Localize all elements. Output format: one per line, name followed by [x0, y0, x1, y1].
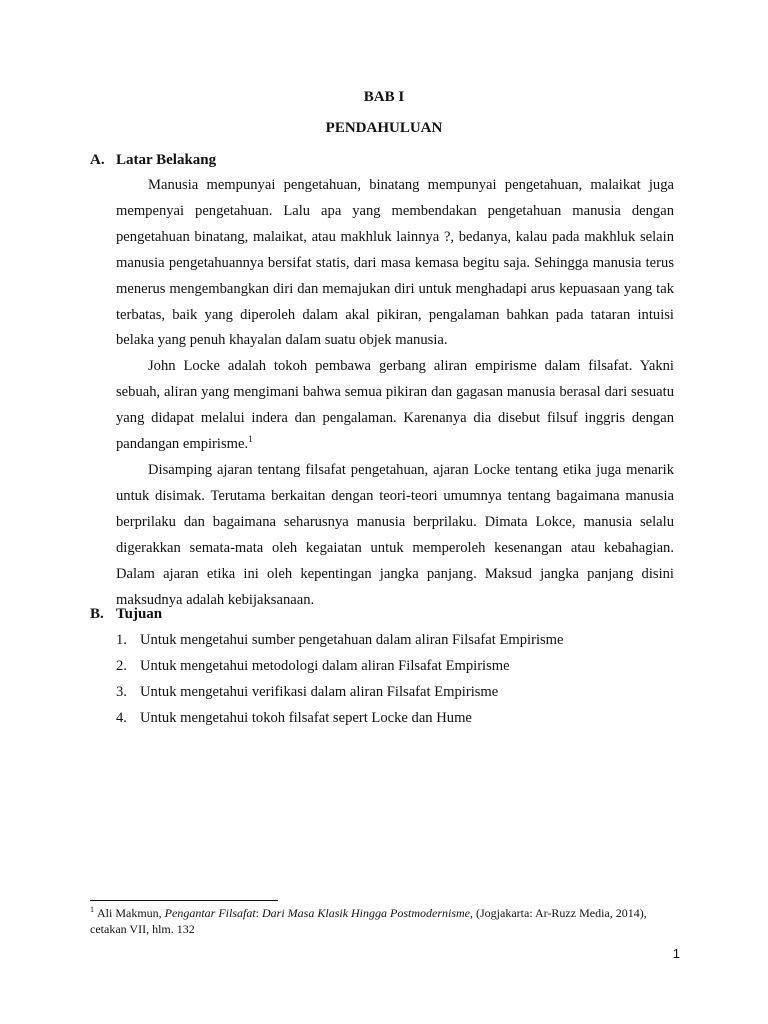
section-a-heading [90, 151, 216, 169]
footnote-publication: , (Jogjakarta: Ar-Ruzz Media, 2014), cetakan VII, hlm. 132 [90, 906, 647, 936]
list-item-text: Untuk mengetahui verifikasi dalam aliran Filsafat Empirisme [140, 684, 499, 700]
list-item [116, 705, 676, 731]
list-item-number: 2. [116, 658, 127, 674]
paragraph-3 [116, 458, 674, 613]
paragraph-1-text: Manusia mempunyai pengetahuan, binatang mempunyai pengetahuan, malaikat juga mempenyai pengetahuan. Lalu apa yang membendakan pengetahuan manusia dengan pengetahuan binatang, malaikat, atau makhluk lainnya ?, bedanya, kalau pada makhluk selain manusia pengetahuannya bersifat statis, dari masa kemasa begitu saja. Sehingga manusia terus menerus mengembangkan diri dan memajukan diri untuk menghadapi arus kepuasaan yang tak terbatas, baik yang diperoleh dalam akal pikiran, pengalaman bahkan pada tataran intuisi belaka yang penuh khayalan dalam suatu objek manusia. [116, 177, 674, 349]
paragraph-3-text: Disamping ajaran tentang filsafat pengetahuan, ajaran Locke tentang etika juga menarik untuk disimak. Terutama berkaitan dengan teori-teori umumnya tentang bagaimana manusia berprilaku dan bagaimana seharusnya manusia berprilaku. Dimata Lokce, manusia selalu digerakkan semata-mata oleh kegaiatan untuk memperoleh kesenangan atau kebahagian. Dalam ajaran etika ini oleh kepentingan jangka panjang. Maksud jangka panjang disini maksudnya adalah kebijaksanaan. [116, 462, 674, 608]
page-number: 1 [672, 946, 680, 961]
list-item [116, 679, 676, 705]
footnote-divider [90, 900, 278, 901]
list-item [116, 653, 676, 679]
footnote-reference[interactable]: 1 [248, 433, 253, 444]
list-item-number: 4. [116, 710, 127, 726]
section-a-letter: A. [90, 152, 105, 168]
objectives-list [116, 627, 676, 731]
section-b-title: Tujuan [116, 606, 163, 622]
list-item-text: Untuk mengetahui metodologi dalam aliran Filsafat Empirisme [140, 658, 510, 674]
footnote-colon: : [255, 906, 263, 920]
footnote [90, 905, 680, 937]
list-item-number: 3. [116, 684, 127, 700]
paragraph-2-text: John Locke adalah tokoh pembawa gerbang aliran empirisme dalam filsafat. Yakni sebuah, aliran yang mengimani bahwa semua pikiran dan gagasan manusia berasal dari sesuatu yang didapat melalui indera dan pengalaman. Karenanya dia disebut filsuf inggris dengan pandangan empirisme. [116, 358, 674, 452]
paragraph-2-container [116, 354, 674, 458]
section-a-title: Latar Belakang [116, 152, 217, 168]
footnote-author: Ali Makmun, [97, 906, 165, 920]
list-item-text: Untuk mengetahui sumber pengetahuan dalam aliran Filsafat Empirisme [140, 632, 564, 648]
list-item-text: Untuk mengetahui tokoh filsafat sepert Locke dan Hume [140, 710, 472, 726]
section-b-heading [90, 605, 162, 623]
list-item-number: 1. [116, 632, 127, 648]
paragraph-2 [116, 354, 674, 458]
footnote-book-subtitle: Dari Masa Klasik Hingga Postmodernisme [262, 906, 471, 920]
chapter-title: PENDAHULUAN [325, 120, 443, 136]
section-b-letter: B. [90, 606, 104, 622]
chapter-number: BAB I [363, 89, 405, 105]
list-item [116, 627, 676, 653]
footnote-mark: 1 [90, 905, 94, 914]
footnote-book-title: Pengantar Filsafat [164, 906, 256, 920]
paragraph-1 [116, 173, 674, 354]
